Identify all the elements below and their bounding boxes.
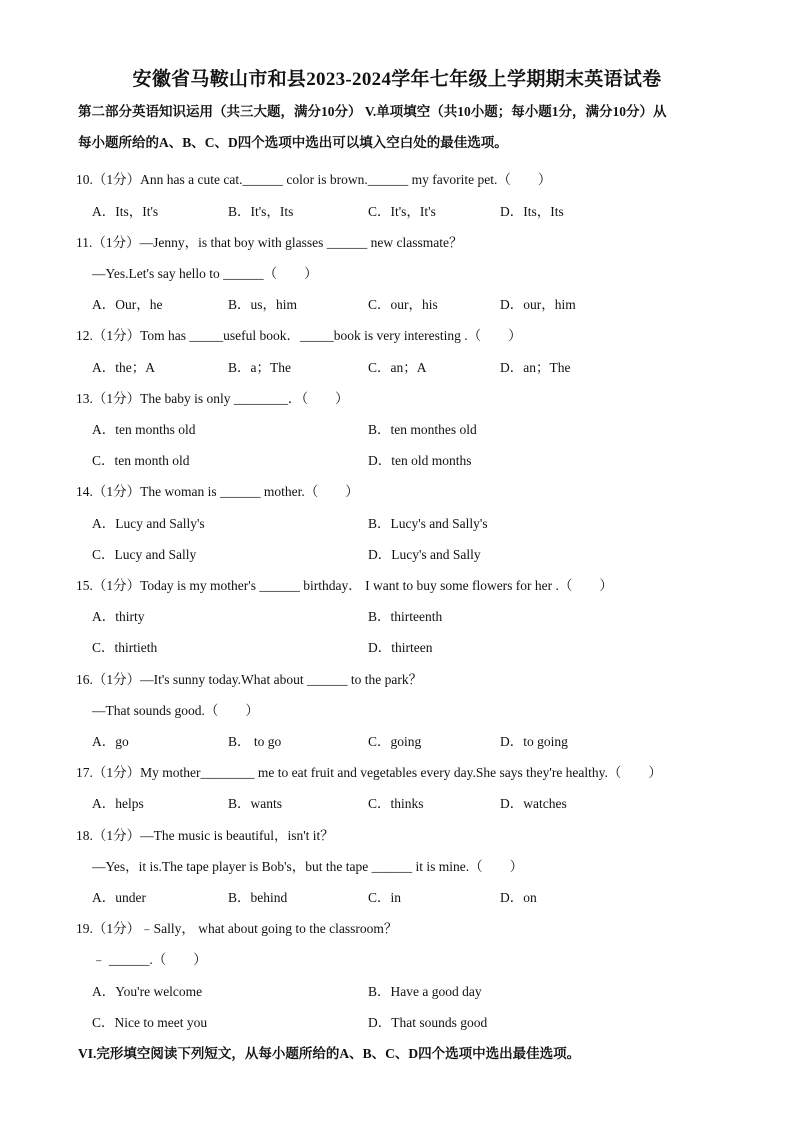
page-title: 安徽省马鞍山市和县2023-2024学年七年级上学期期末英语试卷 xyxy=(132,69,662,90)
question-12-option-d: D．an；The xyxy=(500,360,571,375)
question-18-stem: 18.（1分）—The music is beautiful，isn't it？ xyxy=(76,828,334,843)
question-13-option-d: D．ten old months xyxy=(368,453,472,468)
question-10-option-d: D．Its，Its xyxy=(500,204,564,219)
question-15-option-d: D．thirteen xyxy=(368,640,433,655)
question-19-option-c: C．Nice to meet you xyxy=(92,1015,208,1030)
question-14-option-c: C．Lucy and Sally xyxy=(92,547,197,562)
question-13-option-b: B．ten monthes old xyxy=(368,422,477,437)
intro-line-2: 每小题所给的A、B、C、D四个选项中选出可以填入空白处的最佳选项。 xyxy=(78,135,508,150)
question-17-stem: 17.（1分）My mother________ me to eat fruit and vegetables every day.She says they're healthy.（ ） xyxy=(76,765,662,780)
question-16-option-b: B． to go xyxy=(228,734,282,749)
question-16-reply: —That sounds good.（ ） xyxy=(92,703,259,718)
question-12-option-c: C．an；A xyxy=(368,360,427,375)
question-18-reply: —Yes，it is.The tape player is Bob's，but the tape ______ it is mine.（ ） xyxy=(92,859,524,874)
question-17-option-c: C．thinks xyxy=(368,796,424,811)
question-11-option-c: C．our，his xyxy=(368,297,438,312)
question-11-option-b: B．us，him xyxy=(228,297,298,312)
question-14-stem: 14.（1分）The woman is ______ mother.（ ） xyxy=(76,484,359,499)
question-17-option-a: A．helps xyxy=(92,796,144,811)
question-15-option-a: A．thirty xyxy=(92,609,145,624)
question-16-stem: 16.（1分）—It's sunny today.What about ______ to the park？ xyxy=(76,672,423,687)
question-13-stem: 13.（1分）The baby is only ________．（ ） xyxy=(76,391,349,406)
question-19-reply: ﹣ ______.（ ） xyxy=(92,952,207,967)
question-10-option-a: A．Its，It's xyxy=(92,204,159,219)
question-18-option-b: B．behind xyxy=(228,890,288,905)
question-18-option-c: C．in xyxy=(368,890,402,905)
question-16-option-a: A．go xyxy=(92,734,129,749)
question-11-reply: —Yes.Let's say hello to ______（ ） xyxy=(92,266,318,281)
question-13-option-a: A．ten months old xyxy=(92,422,196,437)
question-19-stem: 19.（1分）﹣Sally， what about going to the classroom？ xyxy=(76,921,398,936)
question-10-option-b: B．It's，Its xyxy=(228,204,294,219)
question-10-option-c: C．It's，It's xyxy=(368,204,436,219)
question-18-option-a: A．under xyxy=(92,890,146,905)
question-17-option-d: D．watches xyxy=(500,796,567,811)
question-19-option-d: D．That sounds good xyxy=(368,1015,488,1030)
question-14-option-d: D．Lucy's and Sally xyxy=(368,547,481,562)
intro-line-1: 第二部分英语知识运用（共三大题，满分10分） V.单项填空（共10小题；每小题1分，满分10分）从 xyxy=(78,104,667,119)
question-12-option-a: A．the；A xyxy=(92,360,155,375)
question-19-option-a: A．You're welcome xyxy=(92,984,203,999)
question-11-option-a: A．Our，he xyxy=(92,297,163,312)
question-12-stem: 12.（1分）Tom has _____useful book．_____book is very interesting .（ ） xyxy=(76,328,522,343)
question-11-option-d: D．our，him xyxy=(500,297,576,312)
question-17-option-b: B．wants xyxy=(228,796,282,811)
question-15-option-b: B．thirteenth xyxy=(368,609,443,624)
section-intro xyxy=(78,96,728,158)
question-19-option-b: B．Have a good day xyxy=(368,984,482,999)
question-15-option-c: C．thirtieth xyxy=(92,640,158,655)
question-15-stem: 15.（1分）Today is my mother's ______ birthday． I want to buy some flowers for her .（ ） xyxy=(76,578,613,593)
question-11-stem: 11.（1分）—Jenny，is that boy with glasses ______ new classmate？ xyxy=(76,235,463,250)
question-16-option-c: C．going xyxy=(368,734,422,749)
question-14-option-a: A．Lucy and Sally's xyxy=(92,516,205,531)
question-13-option-c: C．ten month old xyxy=(92,453,190,468)
question-12-option-b: B．a；The xyxy=(228,360,291,375)
question-14-option-b: B．Lucy's and Sally's xyxy=(368,516,488,531)
question-16-option-d: D．to going xyxy=(500,734,568,749)
section-6-heading: VI.完形填空阅读下列短文，从每小题所给的A、B、C、D四个选项中选出最佳选项。 xyxy=(78,1046,581,1061)
question-18-option-d: D．on xyxy=(500,890,537,905)
question-10-stem: 10.（1分）Ann has a cute cat.______ color is brown.______ my favorite pet.（ ） xyxy=(76,172,552,187)
